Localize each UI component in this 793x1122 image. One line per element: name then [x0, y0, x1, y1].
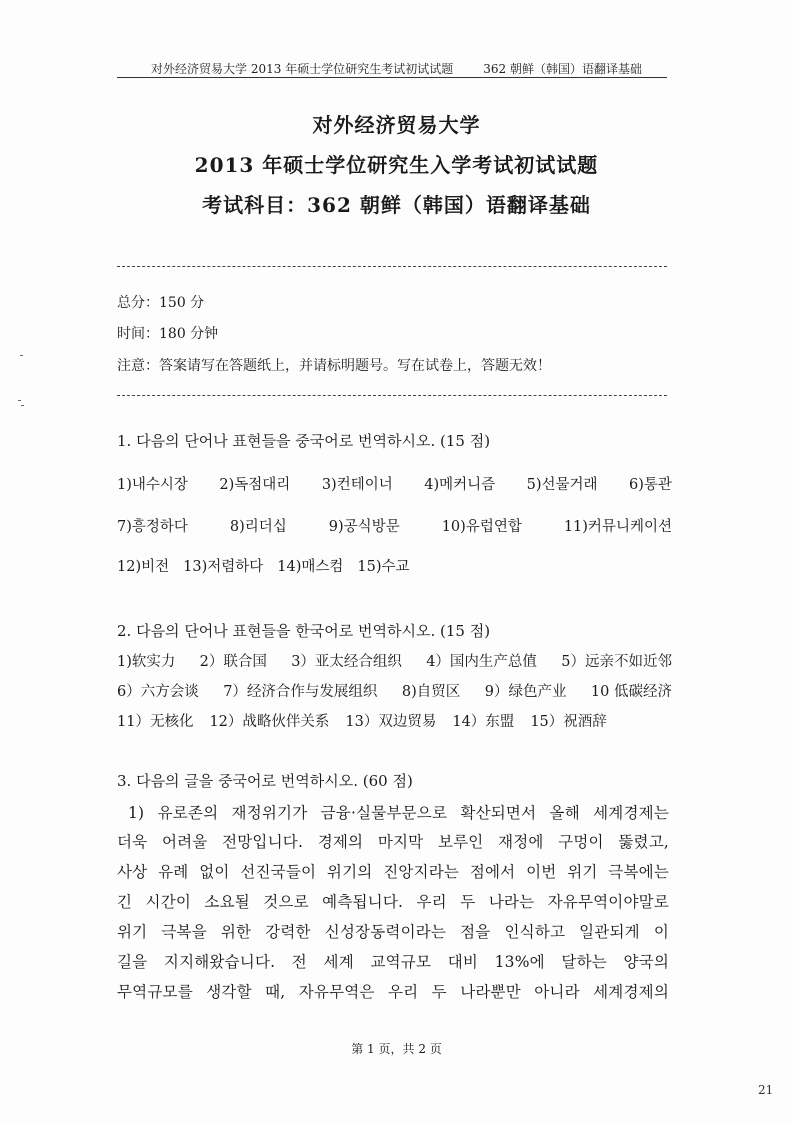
- section1-row-3: [117, 555, 410, 576]
- list-item: 3)컨테이너: [321, 477, 393, 493]
- passage-line: 위기 극복을 위한 강력한 신성장동력이라는 점을 인식하고 일관되게 이: [117, 923, 669, 941]
- section3-heading: 3. 다음의 글을 중국어로 번역하시오. (60 점): [117, 772, 413, 790]
- total-score: 总分：150 分: [117, 295, 205, 311]
- title-exam: 2013 年硕士学位研究生入学考试初试试题: [194, 153, 599, 177]
- running-header: [0, 60, 793, 77]
- list-item: 5）远亲不如近邻: [561, 654, 672, 670]
- exam-notice: 注意：答案请写在答题纸上，并请标明题号。写在试卷上，答题无效！: [117, 358, 551, 374]
- passage-line: 사상 유례 없이 선진국들이 위기의 진앙지라는 점에서 이번 위기 극복에는: [117, 863, 669, 881]
- section2-row-2: [117, 680, 672, 701]
- list-item: 1)软实力: [117, 654, 176, 670]
- scan-speck: [21, 405, 24, 406]
- list-item: 12）战略伙伴关系: [209, 714, 330, 730]
- list-item: 6)통관: [629, 477, 672, 493]
- list-item: 15）祝酒辞: [530, 714, 607, 730]
- list-item: 10)유럽연합: [441, 519, 522, 535]
- section2-heading: 2. 다음의 단어나 표현들을 한국어로 번역하시오. (15 점): [117, 622, 491, 640]
- list-item: 10 低碳经济: [590, 684, 672, 700]
- list-item: 7)흥정하다: [117, 519, 188, 535]
- header-left: 对外经济贸易大学 2013 年硕士学位研究生考试初试试题: [151, 62, 454, 76]
- list-item: 2)독점대리: [219, 477, 291, 493]
- list-item: 13）双边贸易: [345, 714, 437, 730]
- section2-row-3: [117, 710, 607, 731]
- list-item: 8)리더십: [229, 519, 287, 535]
- header-right: 362 朝鲜（韩国）语翻译基础: [483, 62, 642, 76]
- list-item: 9)공식방문: [328, 519, 400, 535]
- bottom-dashed-rule: [117, 395, 667, 396]
- list-item: 12)비전: [117, 559, 170, 575]
- title-university: 对外经济贸易大学: [312, 113, 481, 137]
- page-number: 21: [758, 1083, 774, 1097]
- list-item: 5)선물거래: [526, 477, 598, 493]
- list-item: 7）经济合作与发展组织: [223, 684, 378, 700]
- list-item: 13)저렴하다: [183, 559, 264, 575]
- scan-speck: [20, 355, 23, 356]
- header-rule: [117, 77, 667, 78]
- section2-row-1: [117, 650, 672, 671]
- passage-line: 더욱 어려울 전망입니다. 경제의 마지막 보루인 재정에 구멍이 뚫렸고,: [117, 833, 669, 851]
- list-item: 3）亚太经合组织: [291, 654, 402, 670]
- scan-speck: [18, 400, 21, 401]
- list-item: 14）东盟: [452, 714, 515, 730]
- exam-time: 时间：180 分钟: [117, 326, 219, 342]
- list-item: 1)내수시장: [117, 477, 188, 493]
- section1-row-2: [117, 515, 672, 536]
- list-item: 6）六方会谈: [117, 684, 199, 700]
- title-subject: 考试科目：362 朝鲜（韩国）语翻译基础: [202, 193, 591, 217]
- list-item: 14)매스컴: [277, 559, 344, 575]
- passage-line: 길을 지지해왔습니다. 전 세계 교역규모 대비 13%에 달하는 양국의: [117, 953, 669, 971]
- section1-row-1: [117, 473, 672, 494]
- list-item: 9）绿色产业: [484, 684, 567, 700]
- section1-heading: 1. 다음의 단어나 표현들을 중국어로 번역하시오. (15 점): [117, 432, 491, 450]
- passage-line: 무역규모를 생각할 때, 자유무역은 우리 두 나라뿐만 아니라 세계경제의: [117, 983, 669, 1001]
- passage-line: 긴 시간이 소요될 것으로 예측됩니다. 우리 두 나라는 자유무역이야말로: [117, 893, 669, 911]
- list-item: 15)수교: [357, 559, 410, 575]
- list-item: 8)自贸区: [401, 684, 461, 700]
- list-item: 11）无核化: [117, 714, 194, 730]
- top-dashed-rule: [117, 266, 667, 267]
- passage-line: 1) 유로존의 재정위기가 금융·실물부문으로 확산되면서 올해 세계경제는: [128, 804, 669, 822]
- list-item: 11)커뮤니케이션: [563, 519, 672, 535]
- list-item: 4)메커니즘: [424, 477, 496, 493]
- list-item: 4）国内生产总值: [426, 654, 537, 670]
- page-footer: 第 1 页，共 2 页: [351, 1042, 442, 1056]
- list-item: 2）联合国: [199, 654, 267, 670]
